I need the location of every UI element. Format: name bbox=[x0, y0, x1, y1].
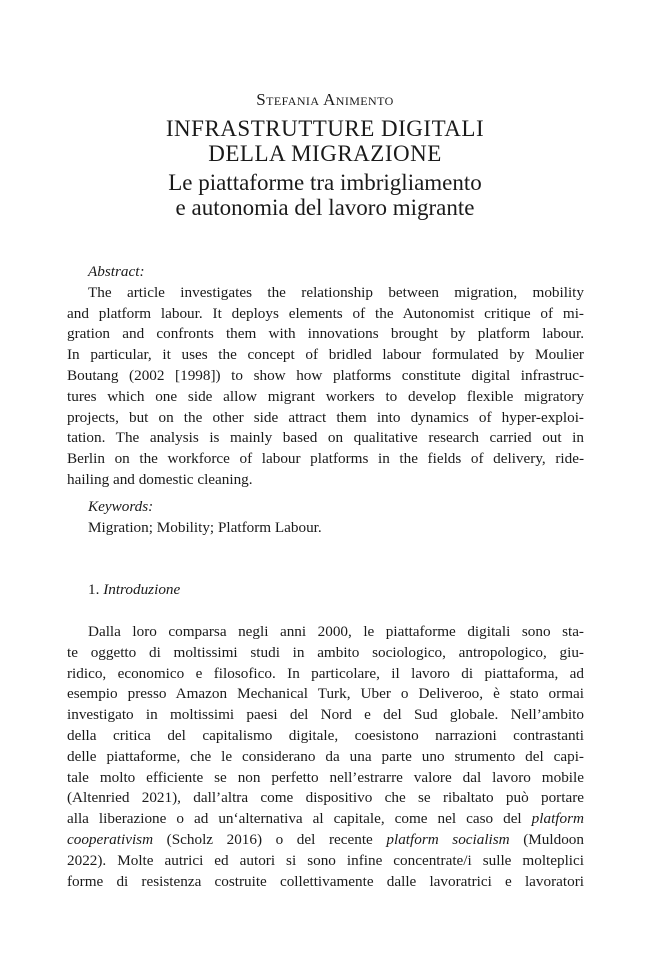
abstract-line: tures which one side allow migrant workers to develop flexible migratory bbox=[67, 387, 584, 405]
abstract-label: Abstract: bbox=[88, 263, 145, 280]
body-text bbox=[67, 622, 584, 892]
body-line: delle piattaforme, che le considerano da una parte uno strumento del capi- bbox=[67, 747, 584, 765]
body-line: esempio presso Amazon Mechanical Turk, Uber o Deliveroo, è stato ormai bbox=[67, 685, 584, 703]
body-line: (Altenried 2021), dall’altra come dispositivo che se ribaltato può portare bbox=[67, 789, 584, 807]
author-name: Stefania Animento bbox=[256, 90, 394, 109]
section-number: 1. bbox=[88, 581, 100, 598]
abstract-line: In particular, it uses the concept of bridled labour formulated by Moulier bbox=[67, 346, 584, 364]
body-line: investigato in moltissimi paesi del Nord e del Sud globale. Nell’ambito bbox=[67, 706, 584, 724]
body-line: 2022). Molte autrici ed autori si sono infine concentrate/i sulle molteplici bbox=[67, 851, 584, 869]
body-line: forme di resistenza costruite collettivamente dalle lavoratrici e lavoratori bbox=[67, 872, 584, 890]
subtitle-line: e autonomia del lavoro migrante bbox=[175, 195, 475, 220]
title-line: INFRASTRUTTURE DIGITALI bbox=[165, 116, 485, 141]
section-heading bbox=[67, 580, 584, 601]
body-line bbox=[67, 830, 584, 851]
abstract-line: The article investigates the relationship between migration, mobility bbox=[88, 283, 584, 301]
abstract-line: and platform labour. It deploys elements of the Autonomist critique of mi- bbox=[67, 304, 584, 322]
section-title: Introduzione bbox=[103, 581, 181, 598]
abstract-text bbox=[67, 283, 584, 491]
article-subtitle bbox=[0, 170, 650, 220]
abstract-line: hailing and domestic cleaning. bbox=[67, 470, 253, 488]
body-line-text: (Scholz 2016) o del recente bbox=[153, 830, 387, 848]
body-line-text: (Muldoon bbox=[509, 830, 584, 848]
abstract-line: gration and confronts them with innovations brought by platform labour. bbox=[67, 325, 584, 343]
body-line-text: alla liberazione o ad un‘alternativa al capitale, come nel caso del bbox=[67, 810, 532, 828]
keywords-text: Migration; Mobility; Platform Labour. bbox=[88, 518, 322, 536]
subtitle-line: Le piattaforme tra imbrigliamento bbox=[168, 170, 482, 195]
body-italic-term: platform socialism bbox=[386, 830, 510, 848]
keywords-label: Keywords: bbox=[88, 498, 154, 515]
abstract-line: Berlin on the workforce of labour platforms in the fields of delivery, ride- bbox=[67, 450, 584, 468]
abstract-line: Boutang (2002 [1998]) to show how platforms constitute digital infrastruc- bbox=[67, 366, 584, 384]
title-line: DELLA MIGRAZIONE bbox=[208, 141, 442, 166]
body-line: Dalla loro comparsa negli anni 2000, le piattaforme digitali sono sta- bbox=[88, 623, 584, 640]
body-line: ridico, economico e filosofico. In particolare, il lavoro di piattaforma, ad bbox=[67, 664, 584, 682]
article-title bbox=[0, 116, 650, 166]
body-line: della critica del capitalismo digitale, coesistono narrazioni contrastanti bbox=[67, 726, 584, 744]
abstract-line: projects, but on the other side attract them into dynamics of hyper-exploi- bbox=[67, 408, 584, 426]
body-line bbox=[67, 809, 584, 830]
abstract-section bbox=[67, 262, 584, 491]
body-line: tale molto efficiente se non perfetto nell’estrarre valore dal lavoro mobile bbox=[67, 768, 584, 786]
body-italic-term: cooperativism bbox=[67, 830, 154, 848]
keywords-section bbox=[67, 497, 584, 539]
body-line: te oggetto di moltissimi studi in ambito sociologico, antropologico, giu- bbox=[67, 643, 584, 661]
body-italic-term: platform bbox=[531, 810, 584, 828]
abstract-line: tation. The analysis is mainly based on qualitative research carried out in bbox=[67, 429, 584, 447]
